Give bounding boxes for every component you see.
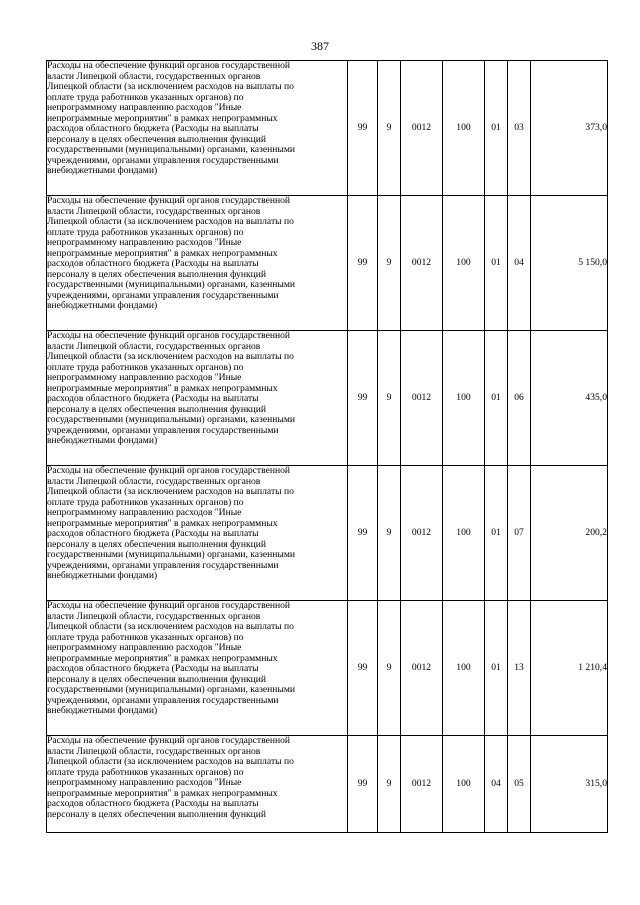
amount-cell: 373,0 <box>531 61 608 196</box>
program-code: 9 <box>378 601 401 736</box>
row-description: Расходы на обеспечение функций органов государственной власти Липецкой области, государственных органов Липецкой области (за исключением расходов на выплаты по оплате труда работников указанных органов) по непрограммному направлению расходов "Иные непрограммные мероприятия" в рамках непрограммных расходов областного бюджета (Расходы на выплаты персоналу в целях обеспечения выполнения функций государственными (муниципальными) органами, казенными учреждениями, органами управления государственными внебюджетными фондами) <box>47 601 348 736</box>
budget-table <box>46 60 608 833</box>
target-article-code: 0012 <box>401 601 443 736</box>
expense-type-code: 100 <box>443 61 485 196</box>
subsection-code: 06 <box>508 331 531 466</box>
section-code: 04 <box>485 736 508 833</box>
row-description: Расходы на обеспечение функций органов государственной власти Липецкой области, государственных органов Липецкой области (за исключением расходов на выплаты по оплате труда работников указанных органов) по непрограммному направлению расходов "Иные непрограммные мероприятия" в рамках непрограммных расходов областного бюджета (Расходы на выплаты персоналу в целях обеспечения выполнения функций государственными (муниципальными) органами, казенными учреждениями, органами управления государственными внебюджетными фондами) <box>47 196 348 331</box>
program-code: 9 <box>378 61 401 196</box>
section-code: 01 <box>485 61 508 196</box>
row-description: Расходы на обеспечение функций органов государственной власти Липецкой области, государственных органов Липецкой области (за исключением расходов на выплаты по оплате труда работников указанных органов) по непрограммному направлению расходов "Иные непрограммные мероприятия" в рамках непрограммных расходов областного бюджета (Расходы на выплаты персоналу в целях обеспечения выполнения функций <box>47 736 348 833</box>
ministry-code: 99 <box>348 331 378 466</box>
subsection-code: 07 <box>508 466 531 601</box>
row-description: Расходы на обеспечение функций органов государственной власти Липецкой области, государственных органов Липецкой области (за исключением расходов на выплаты по оплате труда работников указанных органов) по непрограммному направлению расходов "Иные непрограммные мероприятия" в рамках непрограммных расходов областного бюджета (Расходы на выплаты персоналу в целях обеспечения выполнения функций государственными (муниципальными) органами, казенными учреждениями, органами управления государственными внебюджетными фондами) <box>47 331 348 466</box>
expense-type-code: 100 <box>443 466 485 601</box>
expense-type-code: 100 <box>443 736 485 833</box>
amount-cell: 315,0 <box>531 736 608 833</box>
subsection-code: 03 <box>508 61 531 196</box>
table-row <box>47 601 608 736</box>
program-code: 9 <box>378 331 401 466</box>
table-row <box>47 61 608 196</box>
target-article-code: 0012 <box>401 466 443 601</box>
amount-cell: 435,0 <box>531 331 608 466</box>
target-article-code: 0012 <box>401 331 443 466</box>
program-code: 9 <box>378 466 401 601</box>
row-description: Расходы на обеспечение функций органов государственной власти Липецкой области, государственных органов Липецкой области (за исключением расходов на выплаты по оплате труда работников указанных органов) по непрограммному направлению расходов "Иные непрограммные мероприятия" в рамках непрограммных расходов областного бюджета (Расходы на выплаты персоналу в целях обеспечения выполнения функций государственными (муниципальными) органами, казенными учреждениями, органами управления государственными внебюджетными фондами) <box>47 61 348 196</box>
target-article-code: 0012 <box>401 61 443 196</box>
section-code: 01 <box>485 601 508 736</box>
ministry-code: 99 <box>348 61 378 196</box>
table-row <box>47 331 608 466</box>
ministry-code: 99 <box>348 466 378 601</box>
table-row <box>47 736 608 833</box>
row-description: Расходы на обеспечение функций органов государственной власти Липецкой области, государственных органов Липецкой области (за исключением расходов на выплаты по оплате труда работников указанных органов) по непрограммному направлению расходов "Иные непрограммные мероприятия" в рамках непрограммных расходов областного бюджета (Расходы на выплаты персоналу в целях обеспечения выполнения функций государственными (муниципальными) органами, казенными учреждениями, органами управления государственными внебюджетными фондами) <box>47 466 348 601</box>
table-row <box>47 466 608 601</box>
subsection-code: 13 <box>508 601 531 736</box>
ministry-code: 99 <box>348 601 378 736</box>
ministry-code: 99 <box>348 196 378 331</box>
section-code: 01 <box>485 466 508 601</box>
amount-cell: 5 150,0 <box>531 196 608 331</box>
expense-type-code: 100 <box>443 601 485 736</box>
section-code: 01 <box>485 331 508 466</box>
subsection-code: 04 <box>508 196 531 331</box>
page-number: 387 <box>311 39 329 53</box>
expense-type-code: 100 <box>443 196 485 331</box>
amount-cell: 200,2 <box>531 466 608 601</box>
ministry-code: 99 <box>348 736 378 833</box>
target-article-code: 0012 <box>401 736 443 833</box>
subsection-code: 05 <box>508 736 531 833</box>
section-code: 01 <box>485 196 508 331</box>
amount-cell: 1 210,4 <box>531 601 608 736</box>
table-row <box>47 196 608 331</box>
expense-type-code: 100 <box>443 331 485 466</box>
program-code: 9 <box>378 736 401 833</box>
target-article-code: 0012 <box>401 196 443 331</box>
program-code: 9 <box>378 196 401 331</box>
